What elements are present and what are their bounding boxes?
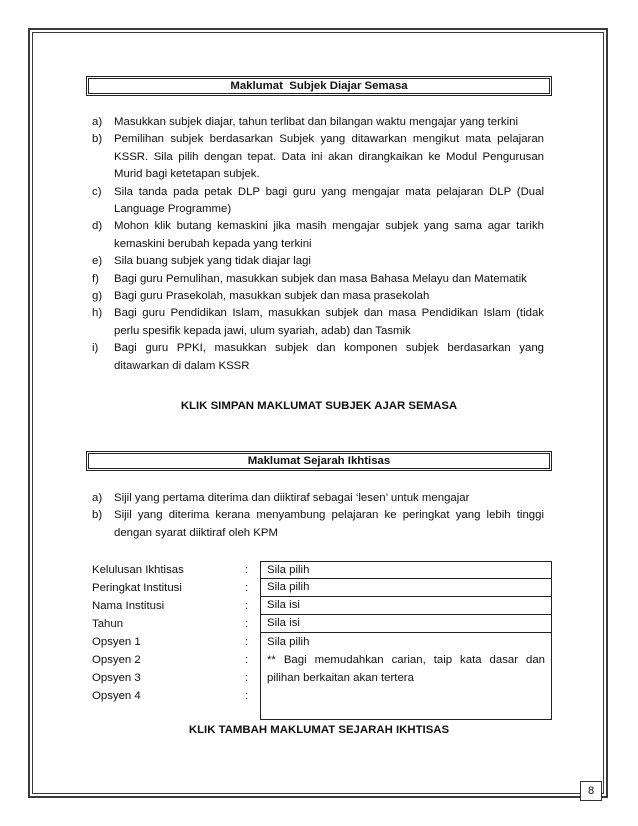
list-marker: a) <box>92 492 103 504</box>
list-item <box>92 253 544 270</box>
colon: : <box>245 582 249 594</box>
list-item <box>92 507 544 542</box>
list-marker: e) <box>92 255 103 268</box>
opsyen-select[interactable] <box>260 632 552 720</box>
colon: : <box>245 636 249 648</box>
tahun-input[interactable]: Sila isi <box>260 615 552 633</box>
list-item <box>92 131 544 183</box>
colon: : <box>245 600 249 612</box>
list-marker: b) <box>92 509 103 522</box>
simpan-subjek-instruction: KLIK SIMPAN MAKLUMAT SUBJEK AJAR SEMASA <box>180 400 458 412</box>
list-item-text: Sijil yang diterima kerana menyambung pelajaran ke peringkat yang lebih tinggi dengan syarat diiktiraf oleh KPM <box>114 509 544 539</box>
list-marker: f) <box>92 272 99 285</box>
section-title-subjek <box>86 76 552 96</box>
list-item-text: Sila tanda pada petak DLP bagi guru yang mengajar mata pelajaran DLP (Dual Language Programme) <box>114 185 544 216</box>
list-item <box>92 288 544 305</box>
list-marker: c) <box>92 185 102 198</box>
colon: : <box>245 654 249 666</box>
label-opsyen-4: Opsyen 4 <box>92 690 141 702</box>
list-item <box>92 340 544 375</box>
label-kelulusan-ikhtisas: Kelulusan Ikhtisas <box>92 564 184 576</box>
list-item <box>92 114 544 131</box>
list-item <box>92 184 544 219</box>
label-tahun: Tahun <box>92 618 124 630</box>
instruction-list-subjek <box>92 114 544 375</box>
label-opsyen-2: Opsyen 2 <box>92 654 141 666</box>
peringkat-institusi-select[interactable]: Sila pilih <box>260 579 552 597</box>
label-opsyen-3: Opsyen 3 <box>92 672 141 684</box>
list-marker: b) <box>92 133 103 146</box>
list-marker: a) <box>92 116 103 128</box>
list-item-text: Bagi guru Pemulihan, masukkan subjek dan masa Bahasa Melayu dan Matematik <box>114 272 527 285</box>
list-marker: i) <box>92 342 99 355</box>
list-item-text: Bagi guru Pendidikan Islam, masukkan subjek dan masa Pendidikan Islam (tidak perlu spesifik kepada jawi, ulum syariah, adab) dan Tasmik <box>114 307 544 337</box>
section-title-text: Maklumat Subjek Diajar Semasa <box>230 80 408 92</box>
label-nama-institusi: Nama Institusi <box>92 600 165 612</box>
list-marker: h) <box>92 307 103 320</box>
opsyen-value: Sila pilih <box>267 636 310 648</box>
list-item <box>92 490 544 507</box>
colon: : <box>245 564 249 576</box>
label-opsyen-1: Opsyen 1 <box>92 636 141 648</box>
list-item <box>92 271 544 288</box>
list-item-text: Sila buang subjek yang tidak diajar lagi <box>114 255 311 268</box>
list-item-text: Bagi guru PPKI, masukkan subjek dan komponen subjek berdasarkan yang ditawarkan di dalam KSSR <box>114 342 544 372</box>
nama-institusi-input[interactable]: Sila isi <box>260 597 552 615</box>
kelulusan-ikhtisas-select[interactable]: Sila pilih <box>260 561 552 579</box>
section-title-ikhtisas <box>86 451 552 471</box>
list-item <box>92 305 544 340</box>
instruction-list-ikhtisas <box>92 490 544 542</box>
section-title-text: Maklumat Sejarah Ikhtisas <box>247 455 391 467</box>
list-item-text: Sijil yang pertama diterima dan diiktiraf sebagai ‘lesen’ untuk mengajar <box>114 492 470 504</box>
colon: : <box>245 672 249 684</box>
label-peringkat-institusi: Peringkat Institusi <box>92 582 182 594</box>
opsyen-note: ** Bagi memudahkan carian, taip kata dasar dan pilihan berkaitan akan tertera <box>267 654 545 684</box>
colon: : <box>245 618 249 630</box>
list-item <box>92 218 544 253</box>
list-item-text: Pemilihan subjek berdasarkan Subjek yang ditawarkan mengikut mata pelajaran KSSR. Sila pilih dengan tepat. Data ini akan dirangkaikan ke Modul Pengurusan Murid bagi ketetapan subjek. <box>114 133 544 181</box>
list-item-text: Bagi guru Prasekolah, masukkan subjek dan masa prasekolah <box>114 290 430 303</box>
list-item-text: Mohon klik butang kemaskini jika masih mengajar subjek yang sama agar tarikh kemaskini berubah kepada yang terkini <box>114 220 544 250</box>
list-marker: g) <box>92 290 103 303</box>
colon: : <box>245 690 249 702</box>
list-marker: d) <box>92 220 103 233</box>
tambah-ikhtisas-instruction: KLIK TAMBAH MAKLUMAT SEJARAH IKHTISAS <box>188 724 450 736</box>
page-number: 8 <box>580 781 602 801</box>
list-item-text: Masukkan subjek diajar, tahun terlibat dan bilangan waktu mengajar yang terkini <box>114 116 518 128</box>
